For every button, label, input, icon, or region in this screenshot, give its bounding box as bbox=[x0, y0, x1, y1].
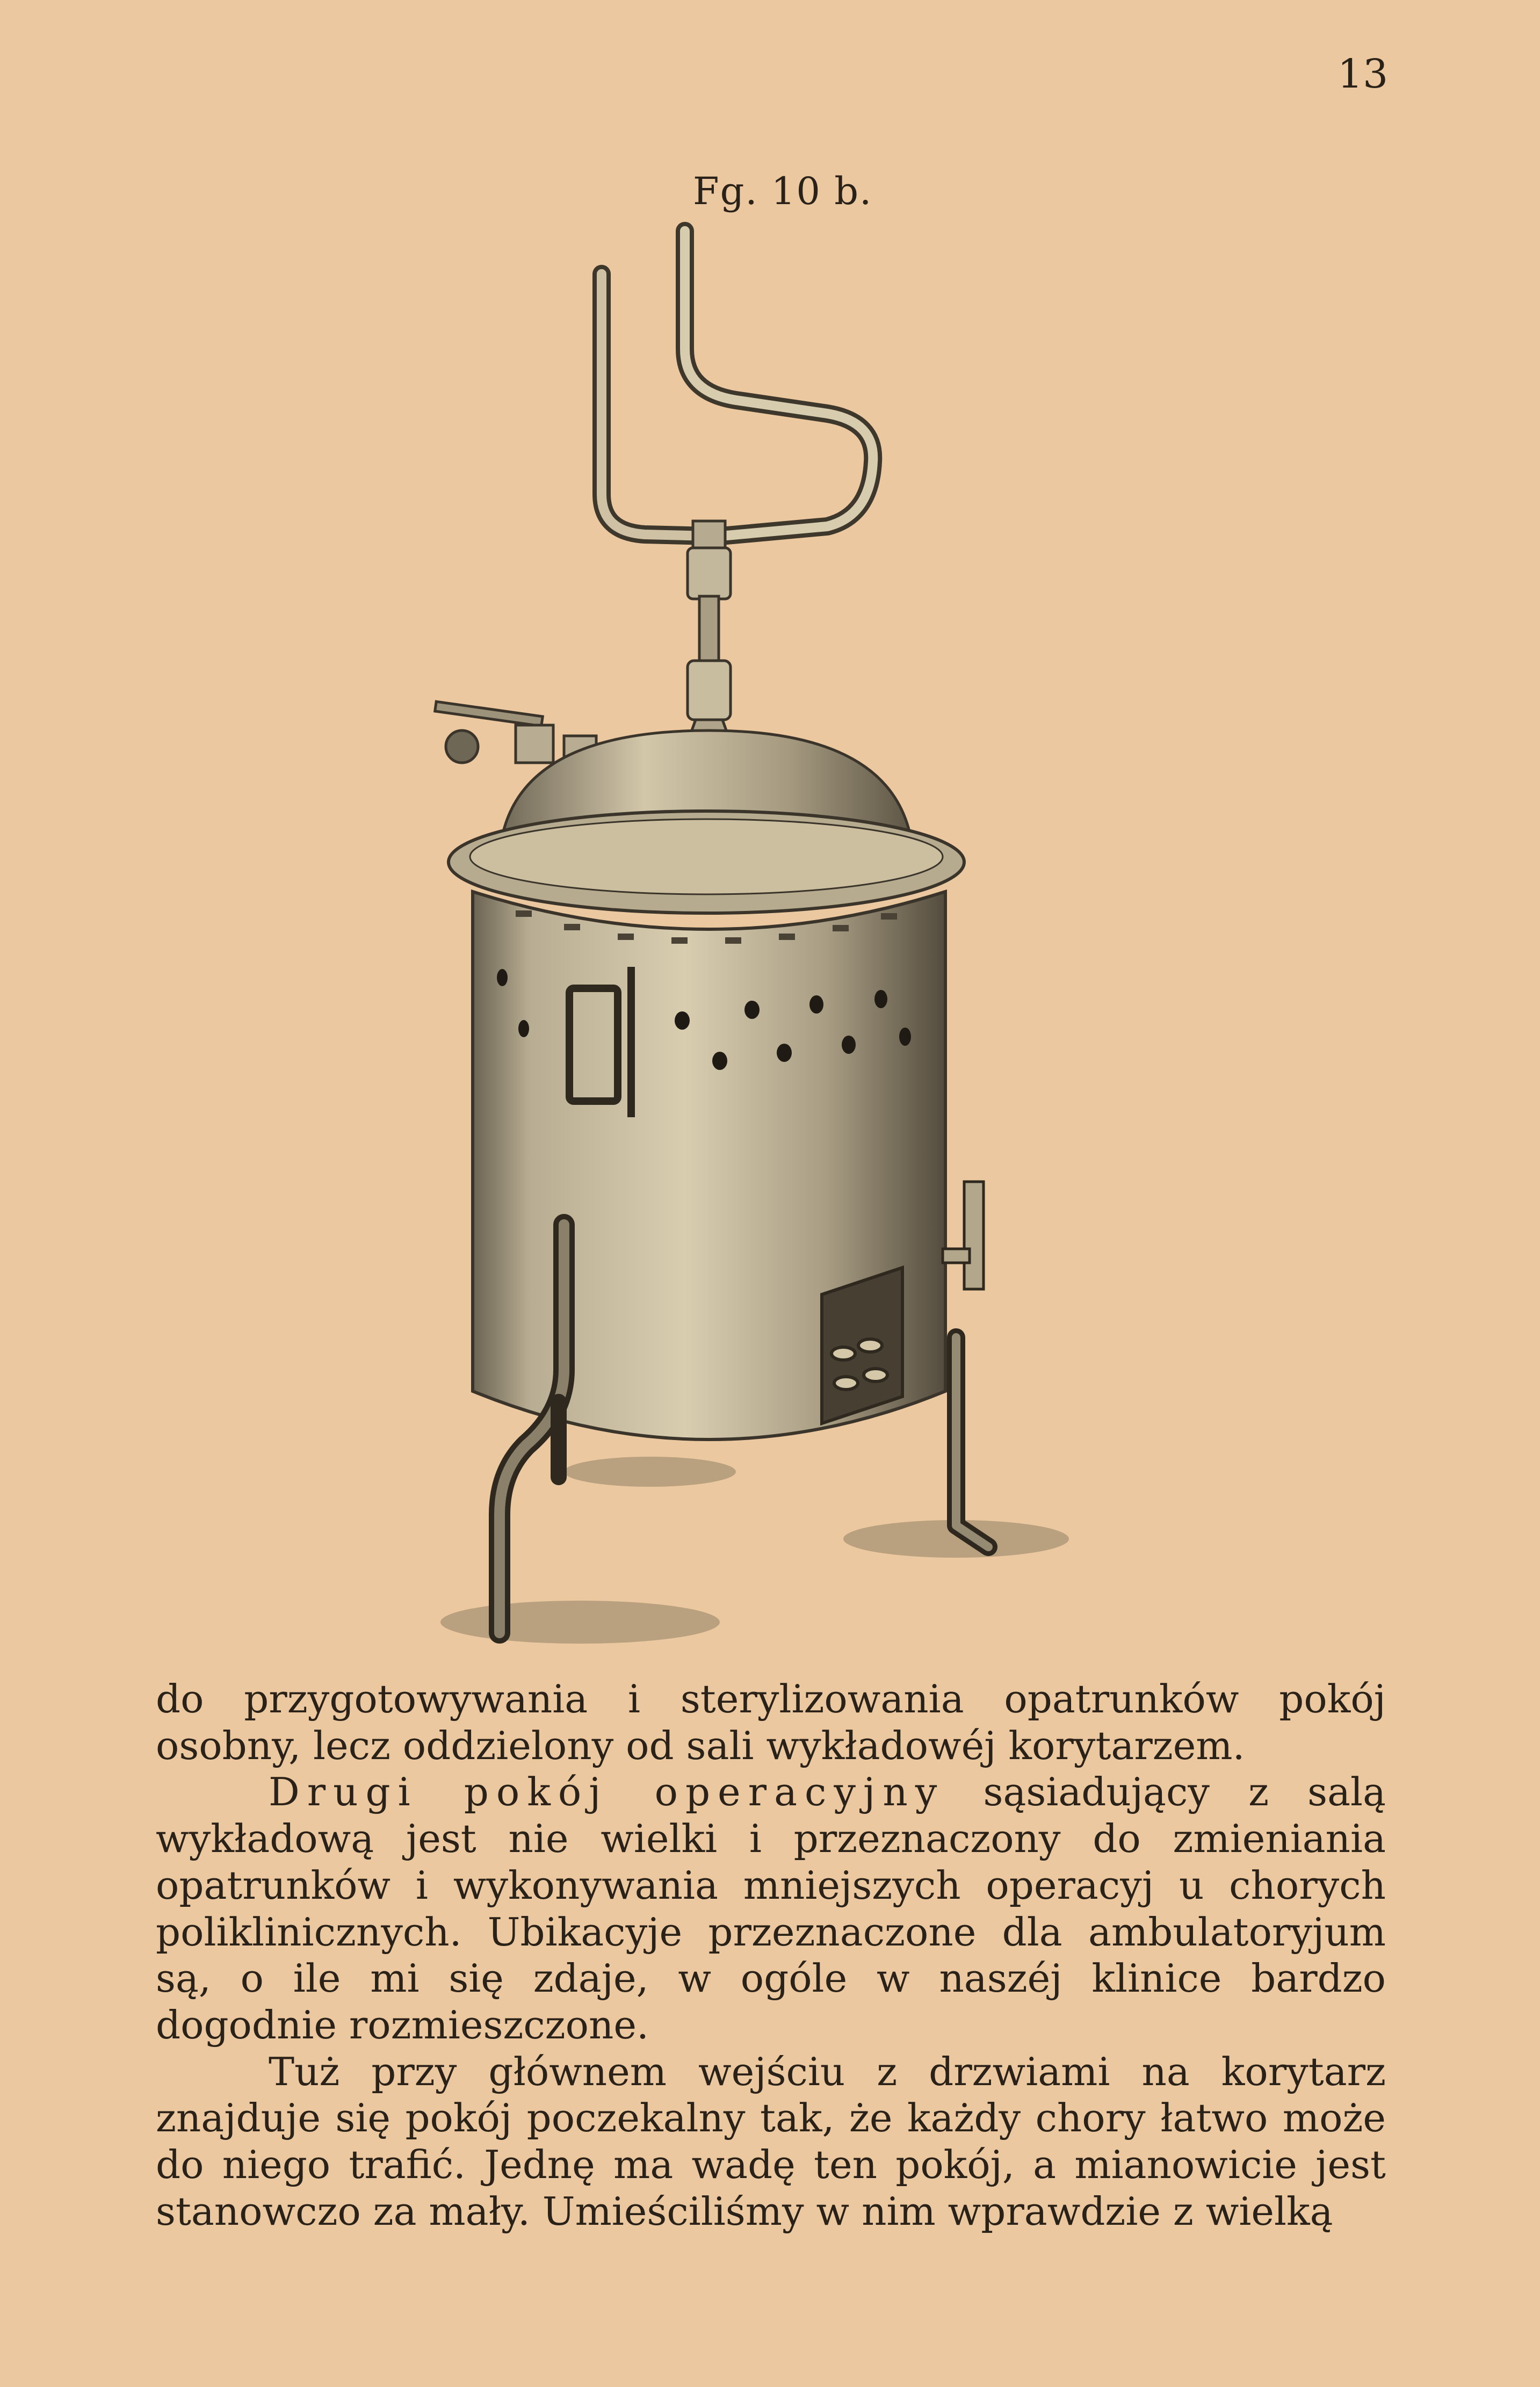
floor-shadow bbox=[440, 1457, 1069, 1644]
paragraph-2 bbox=[156, 1769, 1386, 2048]
side-tap bbox=[943, 1182, 984, 1289]
sterilizer-illustration bbox=[419, 215, 1128, 1676]
steam-pipe bbox=[602, 231, 873, 537]
figure-caption: Fg. 10 b. bbox=[693, 169, 873, 213]
spaced-heading: Drugi pokój operacyjny bbox=[269, 1769, 945, 1815]
paragraph-2-rest: sąsiadujący z salą wykładową jest nie wielki i przeznaczony do zmieniania opatrunków i wykonywania mniejszych operacyj u chorych poliklinicznych. Ubikacyje przeznaczone dla ambulatoryjum są, o ile mi się zdaje, w ogóle w naszéj klinice bardzo dogodnie rozmieszczone. bbox=[156, 1769, 1386, 2048]
paragraph-1: do przygotowywania i sterylizowania opatrunków pokój osobny, lecz oddzielony od sali wykładowéj korytarzem. bbox=[156, 1676, 1386, 1768]
page-number: 13 bbox=[1337, 51, 1389, 97]
burner-window bbox=[822, 1268, 902, 1423]
paragraph-3: Tuż przy głównem wejściu z drzwiami na korytarz znajduje się pokój poczekalny tak, że każdy chory łatwo może do niego trafić. Jednę ma wadę ten pokój, a mianowicie jest stanowczo za mały. Umieściliśmy w nim wprawdzie z wielką bbox=[156, 2049, 1386, 2234]
valve-stem bbox=[682, 521, 736, 757]
body-text bbox=[156, 1676, 1386, 2234]
